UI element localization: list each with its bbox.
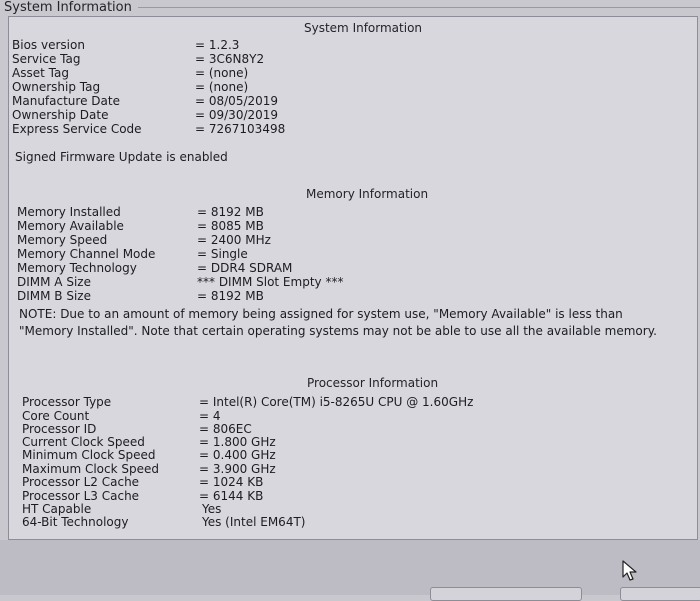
row-value: = (none) [195, 80, 249, 94]
row-label: Processor L2 Cache [22, 475, 140, 489]
row-value: = 1.800 GHz [199, 435, 276, 449]
row-value: = Single [197, 247, 248, 261]
row-label: Memory Channel Mode [17, 247, 156, 261]
row-label: Current Clock Speed [22, 435, 145, 449]
row-label: Processor L3 Cache [22, 489, 140, 503]
row-label: Service Tag [12, 52, 81, 66]
row-label: Memory Available [17, 219, 124, 233]
row-label: Ownership Date [12, 108, 109, 122]
bottom-button-bar [0, 540, 700, 595]
row-value: = 6144 KB [199, 489, 264, 503]
row-value: = (none) [195, 66, 249, 80]
row-label: Asset Tag [12, 66, 69, 80]
info-panel[interactable] [8, 16, 698, 540]
window-title: System Information [4, 0, 132, 15]
row-value: = 1.2.3 [195, 38, 240, 52]
row-label: Processor ID [22, 422, 97, 436]
row-label: Processor Type [22, 395, 112, 409]
row-label: Core Count [22, 409, 90, 423]
row-label: HT Capable [22, 502, 92, 516]
row-value: *** DIMM Slot Empty *** [197, 275, 344, 289]
memory-info-heading: Memory Information [306, 187, 429, 201]
bottom-button-right[interactable] [620, 587, 700, 601]
row-value: = 0.400 GHz [199, 448, 276, 462]
row-value: = 09/30/2019 [195, 108, 279, 122]
row-value: = 1024 KB [199, 475, 264, 489]
mouse-cursor-icon [622, 560, 638, 582]
row-label: 64-Bit Technology [22, 515, 129, 529]
row-label: Ownership Tag [12, 80, 101, 94]
row-value: Yes (Intel EM64T) [202, 515, 306, 529]
row-label: Manufacture Date [12, 94, 120, 108]
row-label: Memory Speed [17, 233, 108, 247]
row-label: Bios version [12, 38, 85, 52]
row-value: = 806EC [199, 422, 252, 436]
row-value: = 8085 MB [197, 219, 264, 233]
row-label: Memory Technology [17, 261, 137, 275]
row-value: = 8192 MB [197, 205, 264, 219]
row-value: = DDR4 SDRAM [197, 261, 293, 275]
row-value: = 7267103498 [195, 122, 286, 136]
row-label: Express Service Code [12, 122, 142, 136]
row-value: = 2400 MHz [197, 233, 271, 247]
memory-note: NOTE: Due to an amount of memory being assigned for system use, "Memory Available" is less than "Memory Installed". Note that certain operating systems may not be able to use all the available memory. [19, 307, 657, 338]
row-label: Maximum Clock Speed [22, 462, 159, 476]
bottom-button-left[interactable] [430, 587, 582, 601]
row-value: = 3.900 GHz [199, 462, 276, 476]
row-value: = 08/05/2019 [195, 94, 279, 108]
firmware-status: Signed Firmware Update is enabled [15, 150, 228, 164]
row-value: = 3C6N8Y2 [195, 52, 265, 66]
system-info-heading: System Information [304, 21, 423, 35]
processor-info-heading: Processor Information [307, 376, 439, 390]
title-divider [138, 7, 700, 8]
row-value: = 4 [199, 409, 221, 423]
row-label: Memory Installed [17, 205, 121, 219]
row-label: DIMM A Size [17, 275, 91, 289]
row-value: Yes [202, 502, 222, 516]
row-label: Minimum Clock Speed [22, 448, 156, 462]
row-value: = 8192 MB [197, 289, 264, 303]
row-value: = Intel(R) Core(TM) i5-8265U CPU @ 1.60GHz [199, 395, 474, 409]
row-label: DIMM B Size [17, 289, 91, 303]
